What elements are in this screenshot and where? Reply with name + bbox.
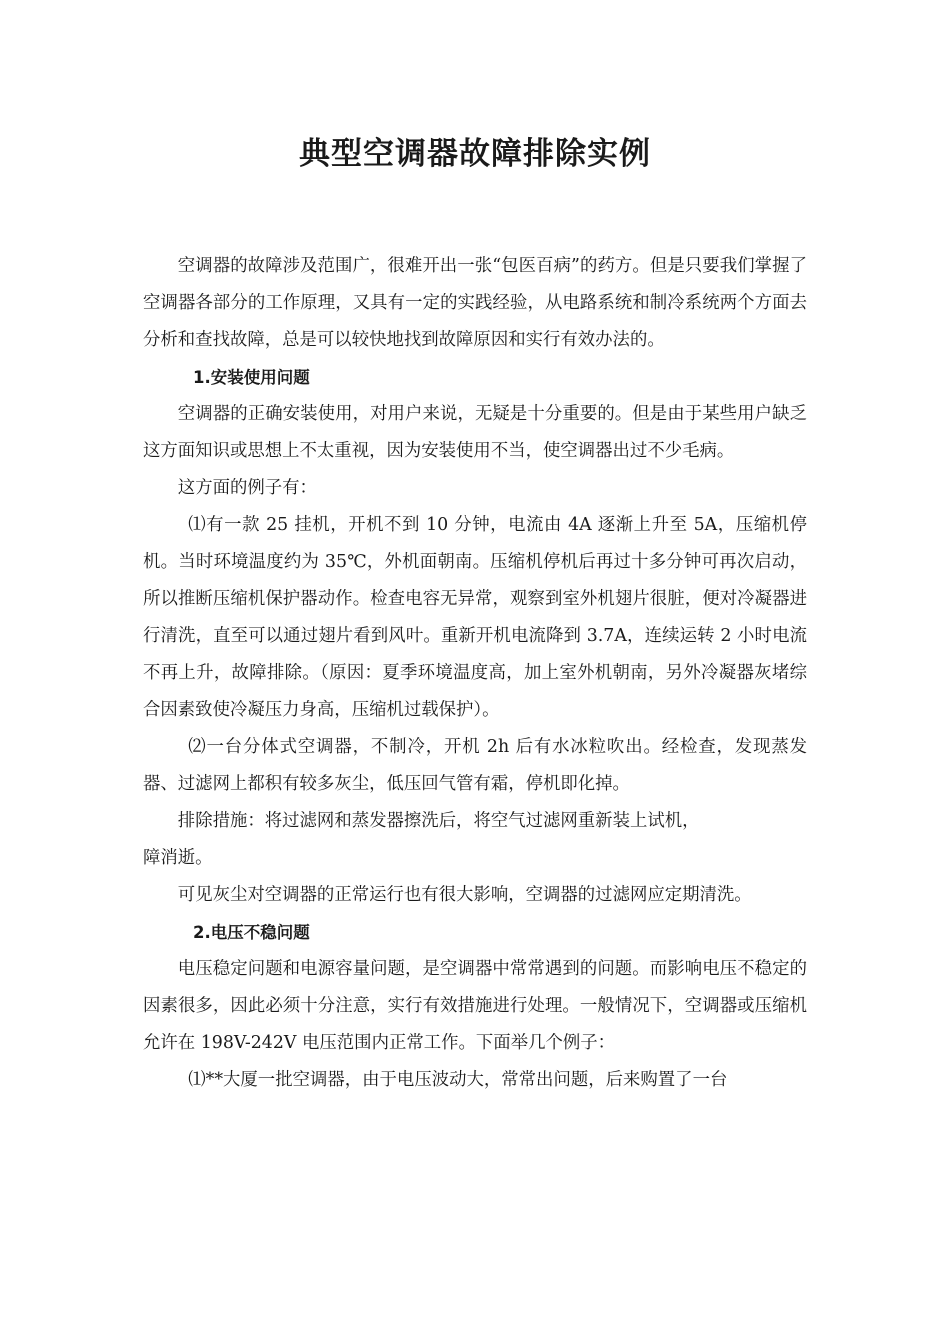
conclusion-paragraph: 可见灰尘对空调器的正常运行也有很大影响，空调器的过滤网应定期清洗。 xyxy=(177,885,752,905)
examples-lead-in: 这方面的例子有： xyxy=(177,478,317,498)
intro-paragraph: 空调器的故障涉及范围广，很难开出一张“包医百病”的药方。但是只要我们掌握了空调器各部分的工作原理，又具有一定的实践经验，从电路系统和制冷系统两个方面去分析和查找故障，总是可以较快地找到故障原因和实行有效办法的。 xyxy=(143,256,807,350)
section-heading-voltage: 2.电压不稳问题 xyxy=(193,923,310,942)
measure-paragraph-line1: 排除措施：将过滤网和蒸发器擦洗后，将空气过滤网重新装上试机， xyxy=(177,811,700,831)
document-body xyxy=(143,248,807,1099)
voltage-paragraph: 电压稳定问题和电源容量问题，是空调器中常常遇到的问题。而影响电压不稳定的因素很多，因此必须十分注意，实行有效措施进行处理。一般情况下，空调器或压缩机允许在 198V-242V 电压范围内正常工作。下面举几个例子： xyxy=(143,959,807,1053)
case-1-paragraph: ⑴有一款 25 挂机，开机不到 10 分钟，电流由 4A 逐渐上升至 5A，压缩机停机。当时环境温度约为 35℃，外机面朝南。压缩机停机后再过十多分钟可再次启动，所以推断压缩机保护器动作。检查电容无异常，观察到室外机翅片很脏，便对冷凝器进行清洗，直至可以通过翅片看到风叶。重新开机电流降到 3.7A，连续运转 2 小时电流不再上升，故障排除。（原因：夏季环境温度高，加上室外机朝南，另外冷凝器灰堵综合因素致使冷凝压力身高，压缩机过载保护）。 xyxy=(143,515,807,720)
voltage-case-1-paragraph: ⑴**大厦一批空调器，由于电压波动大，常常出问题，后来购置了一台 xyxy=(188,1070,728,1090)
case-2-paragraph: ⑵一台分体式空调器，不制冷，开机 2h 后有水冰粒吹出。经检查，发现蒸发器、过滤网上都积有较多灰尘，低压回气管有霜，停机即化掉。 xyxy=(143,737,807,794)
document-title: 典型空调器故障排除实例 xyxy=(299,136,651,172)
measure-paragraph-line2: 障消逝。 xyxy=(143,848,213,868)
installation-paragraph: 空调器的正确安装使用，对用户来说，无疑是十分重要的。但是由于某些用户缺乏这方面知识或思想上不太重视，因为安装使用不当，使空调器出过不少毛病。 xyxy=(143,404,807,461)
section-heading-installation: 1.安装使用问题 xyxy=(193,368,310,387)
